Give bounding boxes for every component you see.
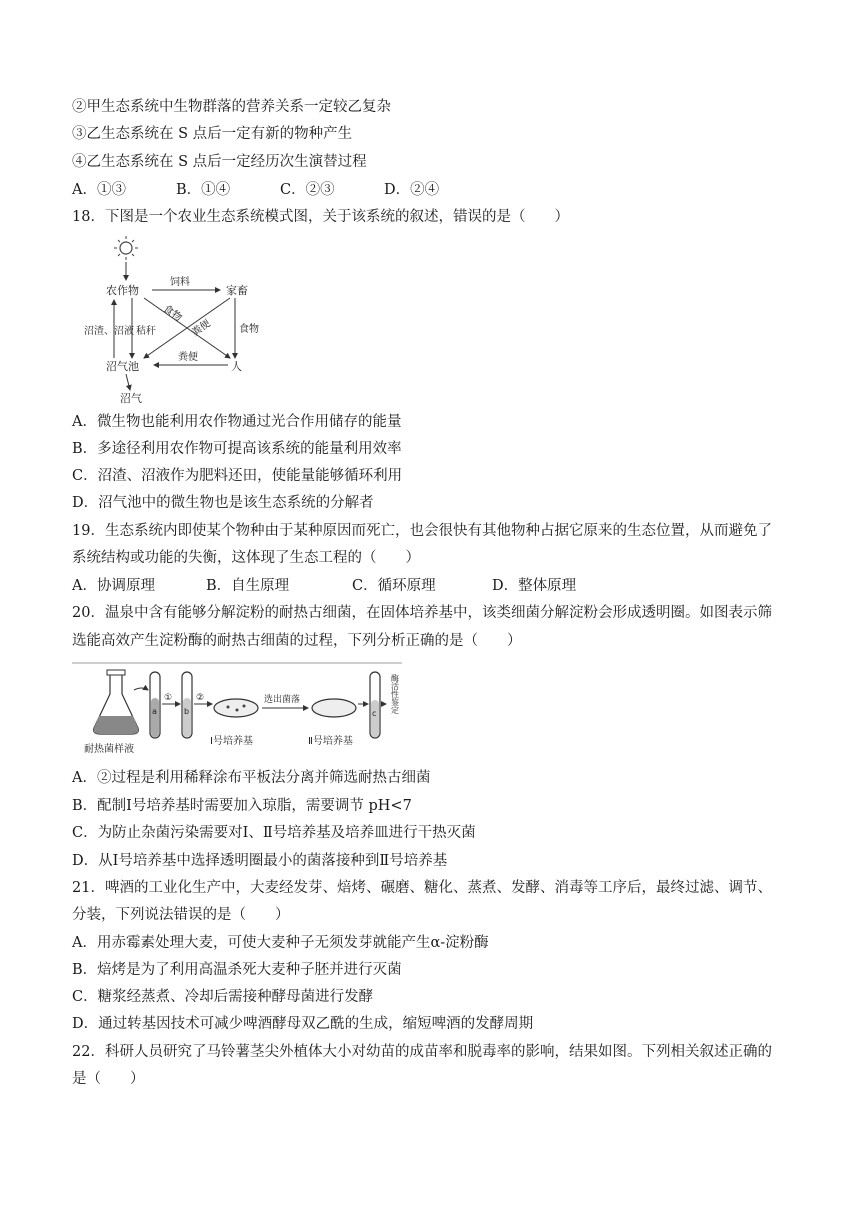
food-label-1: 食物	[160, 303, 184, 324]
step-2-label: ②	[196, 693, 205, 703]
sample-label: 耐热菌样液	[84, 744, 134, 755]
q20-option-c[interactable]: C．为防止杂菌污染需要对Ⅰ、Ⅱ号培养基及培养皿进行干热灭菌	[72, 825, 476, 841]
sun-icon	[114, 236, 138, 260]
human-label: 人	[231, 360, 242, 373]
flask-icon	[94, 670, 139, 734]
petri-dish-1-icon	[214, 699, 258, 717]
q19-option-a[interactable]: A．协调原理	[72, 578, 155, 594]
pick-colony-label: 选出菌落	[264, 695, 301, 705]
q21-stem-line-1: 21．啤酒的工业化生产中，大麦经发芽、焙烤、碾磨、糖化、蒸煮、发酵、消毒等工序后，最终过滤、调节、	[72, 880, 772, 896]
petri-dish-2-icon	[312, 699, 356, 717]
q22-stem-line-1: 22．科研人员研究了马铃薯茎尖外植体大小对幼苗的成苗率和脱毒率的影响，结果如图。下列相关叙述正确的	[72, 1044, 772, 1060]
q17-statement-3: ③乙生态系统在 S 点后一定有新的物种产生	[72, 126, 353, 142]
test-tube-c-icon	[370, 672, 380, 738]
q18-option-d[interactable]: D．沼气池中的微生物也是该生态系统的分解者	[72, 495, 374, 511]
q21-option-a[interactable]: A．用赤霉素处理大麦，可使大麦种子无须发芽就能产生α-淀粉酶	[72, 935, 489, 951]
q18-option-c[interactable]: C．沼渣、沼液作为肥料还田，使能量能够循环利用	[72, 468, 403, 484]
q17-statement-4: ④乙生态系统在 S 点后一定经历次生演替过程	[72, 154, 367, 170]
q20-option-b[interactable]: B．配制Ⅰ号培养基时需要加入琼脂，需要调节 pH<7	[72, 798, 412, 814]
q21-option-b[interactable]: B．焙烤是为了利用高温杀死大麦种子胚并进行灭菌	[72, 962, 402, 978]
tube-c-label: c	[372, 709, 377, 718]
crop-label: 农作物	[106, 284, 139, 297]
q19-stem-line-1: 19．生态系统内即使某个物种由于某种原因而死亡，也会很快有其他物种占据它原来的生态位置，从而避免了	[72, 523, 772, 539]
q19-options	[72, 576, 576, 596]
q18-stem: 18．下图是一个农业生态系统模式图，关于该系统的叙述，错误的是（ ）	[72, 209, 569, 225]
screening-process-diagram	[72, 660, 402, 762]
q21-stem-line-2: 分装，下列说法错误的是（ ）	[72, 907, 290, 923]
q17-statement-2: ②甲生态系统中生物群落的营养关系一定较乙复杂	[72, 99, 391, 115]
biogas-pool-label: 沼气池	[106, 360, 139, 373]
medium-2-label: Ⅱ号培养基	[308, 736, 353, 747]
q20-stem-line-1: 20．温泉中含有能够分解淀粉的耐热古细菌，在固体培养基中，该类细菌分解淀粉会形成透明圈。如图表示筛	[72, 605, 772, 621]
test-tube-b-icon	[182, 672, 192, 738]
q18-option-b[interactable]: B．多途径利用农作物可提高该系统的能量利用效率	[72, 441, 402, 457]
q19-option-b[interactable]: B．自生原理	[206, 578, 290, 594]
q19-option-c[interactable]: C．循环原理	[352, 578, 436, 594]
q21-option-d[interactable]: D．通过转基因技术可减少啤酒酵母双乙酰的生成，缩短啤酒的发酵周期	[72, 1016, 534, 1032]
q17-option-d[interactable]: D．②④	[384, 182, 440, 198]
q17-option-a[interactable]: A．①③	[72, 182, 126, 198]
q20-option-a[interactable]: A．②过程是利用稀释涂布平板法分离并筛选耐热古细菌	[72, 770, 431, 786]
q19-stem-line-2: 系统结构或功能的失衡，这体现了生态工程的（ ）	[72, 550, 420, 566]
tube-a-label: a	[152, 707, 157, 716]
q20-stem-line-2: 选能高效产生淀粉酶的耐热古细菌的过程，下列分析正确的是（ ）	[72, 633, 522, 649]
agri-ecosystem-diagram	[80, 234, 280, 410]
residue-label: 沼渣、沼液	[84, 326, 134, 337]
medium-1-label: Ⅰ号培养基	[210, 736, 253, 747]
q20-option-d[interactable]: D．从Ⅰ号培养基中选择透明圈最小的菌落接种到Ⅱ号培养基	[72, 853, 448, 869]
feed-label: 饲料	[170, 277, 190, 288]
livestock-label: 家畜	[226, 284, 248, 297]
q17-options	[72, 180, 439, 200]
q17-option-b[interactable]: B．①④	[176, 182, 231, 198]
q19-option-d[interactable]: D．整体原理	[492, 578, 577, 594]
biogas-label: 沼气	[120, 392, 142, 405]
q22-stem-line-2: 是（ ）	[72, 1071, 145, 1087]
q17-option-c[interactable]: C．②③	[280, 182, 335, 198]
q18-option-a[interactable]: A．微生物也能利用农作物通过光合作用储存的能量	[72, 414, 402, 430]
food-label-2: 食物	[239, 324, 259, 335]
tube-b-label: b	[184, 707, 190, 716]
test-tube-a-icon	[150, 672, 160, 738]
manure-label-2: 粪便	[178, 352, 198, 363]
q21-option-c[interactable]: C．糖浆经蒸煮、冷却后需接种酵母菌进行发酵	[72, 989, 374, 1005]
manure-label-1: 粪便	[190, 318, 213, 339]
step-1-label: ①	[164, 693, 173, 703]
enzyme-assay-label: 酶活性鉴定	[390, 674, 400, 714]
straw-label: 秸秆	[136, 326, 156, 337]
